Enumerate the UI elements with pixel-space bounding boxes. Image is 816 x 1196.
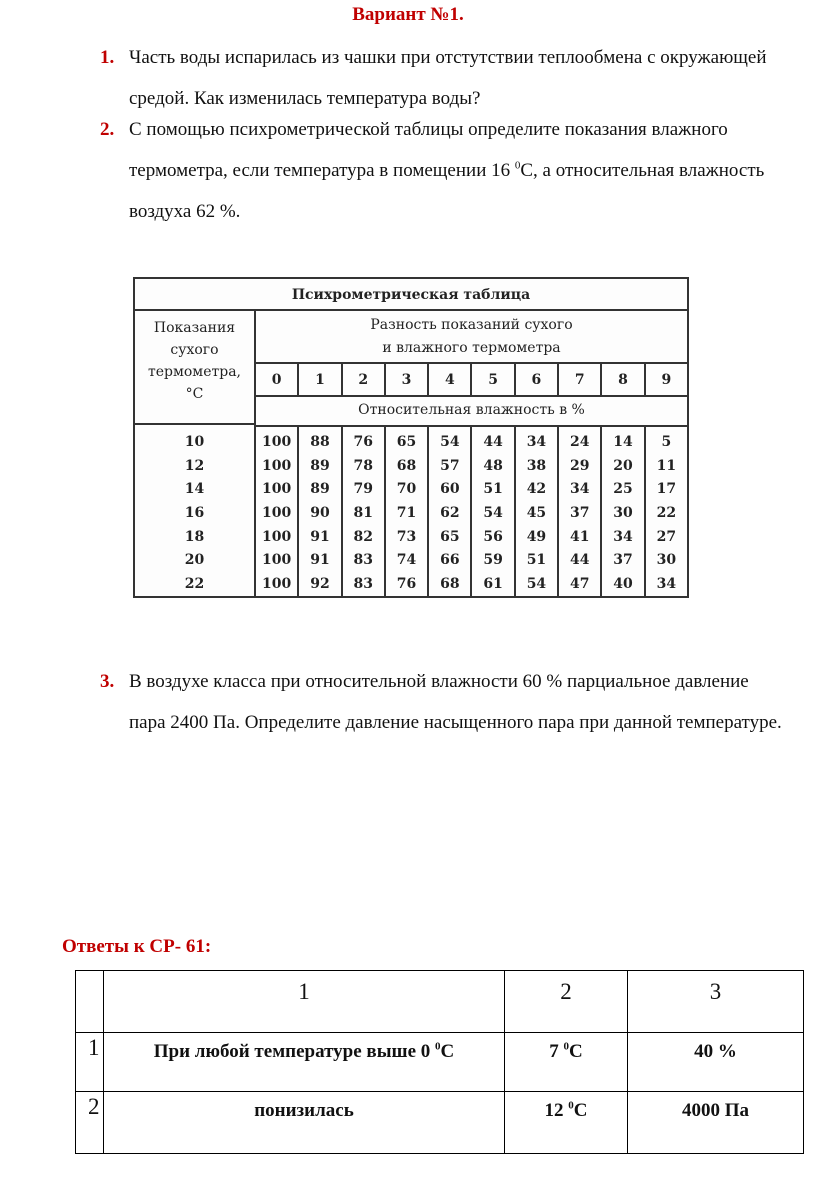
- humidity-value: 44: [569, 552, 590, 569]
- humidity-value: 51: [526, 552, 547, 569]
- humidity-value: 70: [396, 481, 417, 498]
- difference-value: 0: [271, 372, 282, 388]
- humidity-value: 100: [262, 528, 292, 545]
- humidity-value: 27: [656, 528, 677, 545]
- answer-cell: 7 $^0$С: [505, 1033, 628, 1092]
- humidity-value: 25: [613, 481, 633, 498]
- variant-title: Вариант №1.: [352, 4, 464, 25]
- answers-row: [76, 1092, 804, 1154]
- difference-value: 4: [427, 364, 470, 395]
- humidity-value: 30: [656, 552, 677, 569]
- humidity-value: 100: [262, 457, 292, 474]
- humidity-value: 74: [396, 552, 417, 569]
- humidity-value: 83: [353, 576, 373, 593]
- humidity-value: 76: [396, 576, 417, 593]
- humidity-label: Относительная влажность в %: [256, 395, 687, 427]
- humidity-value: 68: [396, 457, 417, 474]
- humidity-value: 68: [440, 576, 460, 593]
- humidity-value: 34: [569, 481, 590, 498]
- humidity-value: 51: [483, 481, 503, 498]
- humidity-value: 30: [613, 505, 633, 522]
- humidity-value: 38: [526, 457, 547, 474]
- humidity-value: 48: [483, 457, 503, 474]
- dry-temperature: 14: [184, 481, 205, 498]
- task-3: [100, 661, 790, 743]
- answer-cell: 12 $^0$С: [505, 1092, 628, 1154]
- humidity-column: [341, 425, 384, 596]
- header-cell: 3: [628, 971, 804, 1033]
- answers-title: Ответы к СР- 61:: [62, 936, 212, 957]
- humidity-value: 57: [440, 457, 460, 474]
- humidity-grid: [256, 425, 687, 596]
- humidity-value: 62: [440, 505, 460, 522]
- answers-row: [76, 1033, 804, 1092]
- row-number: 1: [76, 1033, 104, 1092]
- row-number: 2: [76, 1092, 104, 1154]
- answer-cell: 4000 Па: [628, 1092, 804, 1154]
- humidity-value: 100: [262, 505, 292, 522]
- humidity-value: 100: [262, 552, 292, 569]
- humidity-value: 14: [613, 434, 633, 450]
- humidity-value: 82: [353, 528, 373, 545]
- task-2: [100, 109, 790, 232]
- humidity-value: 37: [569, 505, 590, 522]
- humidity-value: 54: [440, 434, 460, 450]
- dry-temperature: 16: [184, 505, 205, 522]
- dry-temperatures: [135, 425, 256, 596]
- humidity-value: 88: [310, 434, 330, 450]
- humidity-value: 60: [440, 481, 460, 498]
- humidity-column: [384, 425, 427, 596]
- answer-cell: понизилась: [104, 1092, 505, 1154]
- humidity-value: 65: [440, 528, 460, 545]
- humidity-value: 24: [569, 434, 590, 450]
- difference-value: 3: [384, 364, 427, 395]
- answer-cell: При любой температуре выше 0 $^0$С: [104, 1033, 505, 1092]
- difference-value: 7: [557, 364, 600, 395]
- psychrometric-table-image: [133, 277, 689, 598]
- humidity-value: 83: [353, 552, 373, 569]
- humidity-value: 91: [310, 528, 330, 545]
- humidity-value: 59: [483, 552, 503, 569]
- humidity-value: 29: [569, 457, 590, 474]
- difference-value: 8: [600, 364, 643, 395]
- humidity-value: 41: [569, 528, 590, 545]
- humidity-value: 11: [656, 457, 677, 474]
- humidity-value: 37: [613, 552, 633, 569]
- humidity-value: 49: [526, 528, 547, 545]
- humidity-value: 34: [656, 576, 677, 593]
- dry-thermometer-header: Показания сухого термометра, °С: [135, 309, 256, 425]
- humidity-column: [297, 425, 340, 596]
- answers-table: [75, 970, 804, 1154]
- header-cell: 2: [505, 971, 628, 1033]
- difference-value: 9: [644, 364, 687, 395]
- humidity-value: 91: [310, 552, 330, 569]
- dry-temperature: 20: [184, 552, 205, 569]
- dry-temperature: 10: [184, 434, 205, 450]
- humidity-value: 100: [262, 481, 292, 498]
- task-text: Часть воды испарилась из чашки при отстутствии теплообмена с окружающей средой. Как изменилась температура воды?: [129, 47, 767, 109]
- task-number: 2.: [100, 119, 115, 140]
- humidity-value: 54: [526, 576, 547, 593]
- humidity-column: [644, 425, 687, 596]
- humidity-value: 81: [353, 505, 373, 522]
- header-cell: 1: [104, 971, 505, 1033]
- humidity-value: 42: [526, 481, 547, 498]
- humidity-value: 89: [310, 481, 330, 498]
- psychro-title: Психрометрическая таблица: [135, 279, 687, 311]
- task-number: 3.: [100, 671, 115, 692]
- task-text: В воздухе класса при относительной влажности 60 % парциальное давление пара 2400 Па. Определите давление насыщенного пара при данной температуре.: [129, 671, 782, 733]
- humidity-value: 65: [396, 434, 417, 450]
- humidity-value: 73: [396, 528, 417, 545]
- humidity-value: 61: [483, 576, 503, 593]
- humidity-value: 40: [613, 576, 633, 593]
- humidity-value: 20: [613, 457, 633, 474]
- task-number: 1.: [100, 47, 115, 68]
- humidity-value: 66: [440, 552, 460, 569]
- humidity-value: 47: [569, 576, 590, 593]
- humidity-value: 34: [613, 528, 633, 545]
- dry-temperature: 18: [184, 528, 205, 545]
- humidity-value: 90: [310, 505, 330, 522]
- humidity-value: 100: [262, 434, 292, 450]
- humidity-value: 92: [310, 576, 330, 593]
- difference-value: 2: [341, 364, 384, 395]
- humidity-value: 76: [353, 434, 373, 450]
- humidity-column: [470, 425, 513, 596]
- humidity-column: [557, 425, 600, 596]
- humidity-value: 45: [526, 505, 547, 522]
- humidity-value: 5: [661, 434, 672, 450]
- dry-temperature: 12: [184, 457, 205, 474]
- answers-header-row: [76, 971, 804, 1033]
- difference-value: 6: [514, 364, 557, 395]
- humidity-column: [514, 425, 557, 596]
- humidity-value: 22: [656, 505, 677, 522]
- difference-value: 1: [297, 364, 340, 395]
- humidity-value: 54: [483, 505, 503, 522]
- task-text: С помощью психрометрической таблицы определите показания влажного термометра, если температура в помещении 16 $^0$С, а относительная влажность воздуха 62 %.: [129, 119, 765, 222]
- humidity-value: 71: [396, 505, 417, 522]
- corner-cell: [76, 971, 104, 1033]
- humidity-value: 89: [310, 457, 330, 474]
- humidity-value: 44: [483, 434, 503, 450]
- humidity-column: [256, 425, 297, 596]
- difference-header: Разность показаний сухого и влажного термометра: [256, 309, 687, 364]
- dry-temperature: 22: [184, 576, 205, 593]
- humidity-value: 34: [526, 434, 547, 450]
- humidity-column: [427, 425, 470, 596]
- humidity-value: 100: [262, 576, 292, 593]
- answer-cell: 40 %: [628, 1033, 804, 1092]
- humidity-value: 79: [353, 481, 373, 498]
- humidity-column: [600, 425, 643, 596]
- humidity-value: 17: [656, 481, 677, 498]
- humidity-value: 78: [353, 457, 373, 474]
- difference-values: [256, 364, 687, 397]
- difference-value: 5: [470, 364, 513, 395]
- task-1: [100, 37, 790, 119]
- humidity-value: 56: [483, 528, 503, 545]
